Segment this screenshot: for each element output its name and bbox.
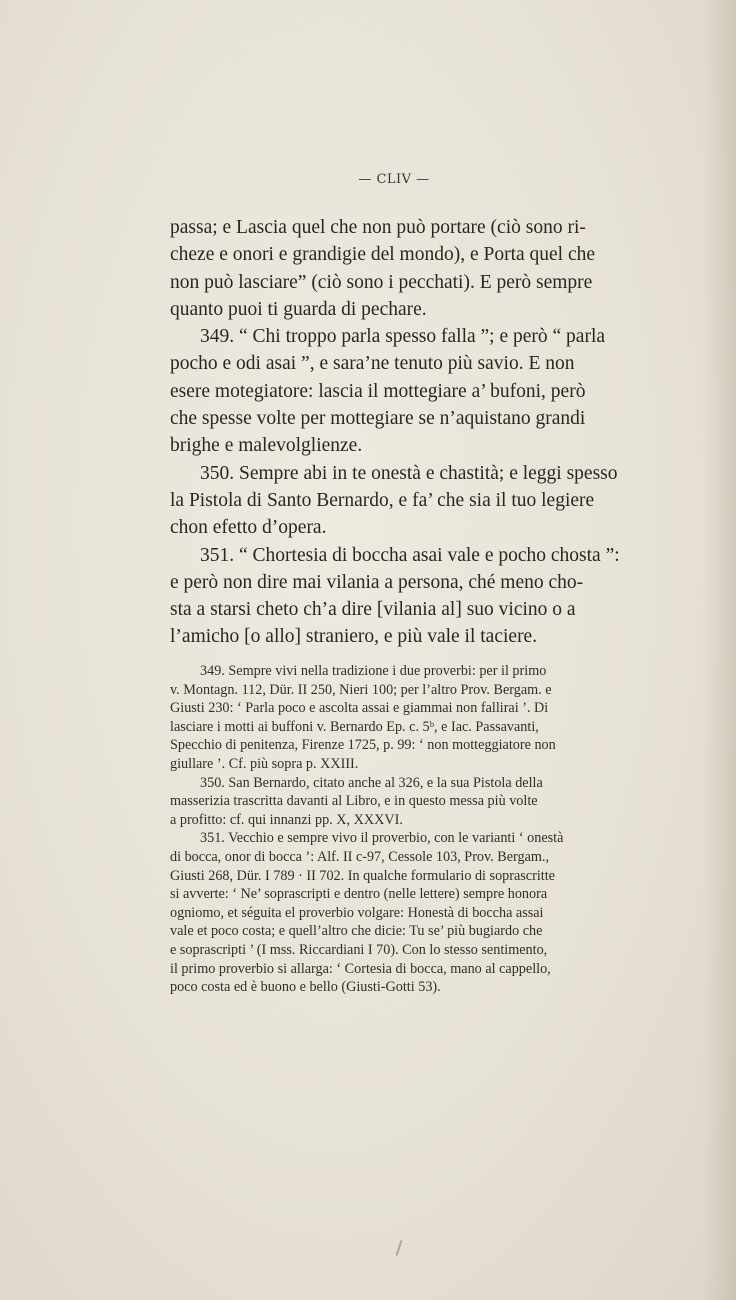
main-line: passa; e Lascia quel che non può portare (ciò sono ri- bbox=[170, 217, 586, 238]
page-number: — CLIV — bbox=[358, 172, 430, 187]
note-line: 349. Sempre vivi nella tradizione i due proverbi: per il primo bbox=[200, 663, 547, 679]
note-line: 351. Vecchio e sempre vivo il proverbio, con le varianti ‘ onestà bbox=[200, 830, 564, 847]
main-line: la Pistola di Santo Bernardo, e fa’ che sia il tuo legiere bbox=[170, 489, 595, 511]
note-line: Giusti 230: ‘ Parla poco e ascolta assai e giammai non fallirai ’. Di bbox=[170, 700, 549, 717]
main-line: quanto puoi ti guarda di pechare. bbox=[170, 298, 427, 320]
note-line: e soprascripti ’ (I mss. Riccardiani I 70). Con lo stesso sentimento, bbox=[170, 941, 548, 958]
note-line: Specchio di penitenza, Firenze 1725, p. 99: ‘ non motteggiatore non bbox=[170, 737, 556, 754]
note-line: vale et poco costa; e quell’altro che dicie: Tu se’ più bugiardo che bbox=[170, 923, 543, 940]
note-line: di bocca, onor di bocca ’: Alf. II c-97, Cessole 103, Prov. Bergam., bbox=[170, 848, 550, 865]
note-line: lasciare i motti ai buffoni v. Bernardo Ep. c. 5ᵇ, e Iac. Passavanti, bbox=[170, 718, 539, 735]
note-line: 350. San Bernardo, citato anche al 326, e la sua Pistola della bbox=[200, 774, 543, 791]
main-line: 349. “ Chi troppo parla spesso falla ”; e però “ parla bbox=[200, 326, 606, 348]
note-line: masserizia trascritta davanti al Libro, e in questo messa più volte bbox=[170, 793, 538, 810]
note-line: poco costa ed è buono e bello (Giusti-Gotti 53). bbox=[170, 979, 441, 996]
note-line: si avverte: ‘ Ne’ soprascripti e dentro (nelle lettere) sempre honora bbox=[170, 886, 548, 903]
main-line: esere motegiatore: lascia il mottegiare a’ bufoni, però bbox=[170, 380, 586, 402]
footnotes bbox=[170, 662, 694, 997]
page-header bbox=[0, 172, 736, 187]
main-line: brighe e malevolglienze. bbox=[170, 435, 363, 457]
main-line: l’amicho [o allo] straniero, e più vale il taciere. bbox=[170, 626, 538, 648]
main-line: sta a starsi cheto ch’a dire [vilania al] suo vicino o a bbox=[170, 599, 576, 621]
note-line: a profitto: cf. qui innanzi pp. X, XXXVI. bbox=[170, 811, 403, 828]
main-line: chon efetto d’opera. bbox=[170, 517, 327, 539]
ink-mark bbox=[396, 1240, 403, 1256]
main-line: che spesse volte per mottegiare se n’aquistano grandi bbox=[170, 408, 586, 430]
note-line: giullare ’. Cf. più sopra p. XXIII. bbox=[170, 755, 359, 772]
main-line: 350. Sempre abi in te onestà e chastità; e leggi spesso bbox=[200, 462, 618, 484]
page-edge-shadow bbox=[702, 0, 736, 1300]
main-line: cheze e onori e grandigie del mondo), e Porta quel che bbox=[170, 244, 596, 266]
main-line: non può lasciare” (ciò sono i pecchati). E però sempre bbox=[170, 271, 593, 293]
note-line: il primo proverbio si allarga: ‘ Cortesia di bocca, mano al cappello, bbox=[170, 960, 551, 977]
note-line: Giusti 268, Dür. I 789 · II 702. In qualche formulario di soprascritte bbox=[170, 867, 555, 884]
main-text bbox=[170, 214, 694, 651]
note-line: v. Montagn. 112, Dür. II 250, Nieri 100; per l’altro Prov. Bergam. e bbox=[170, 681, 552, 698]
main-line: e però non dire mai vilania a persona, ché meno cho- bbox=[170, 571, 584, 593]
main-line: pocho e odi asai ”, e sara’ne tenuto più savio. E non bbox=[170, 353, 575, 375]
note-line: ogniomo, et séguita el proverbio volgare: Honestà di boccha assai bbox=[170, 904, 544, 921]
main-line: 351. “ Chortesia di boccha asai vale e pocho chosta ”: bbox=[200, 544, 620, 566]
